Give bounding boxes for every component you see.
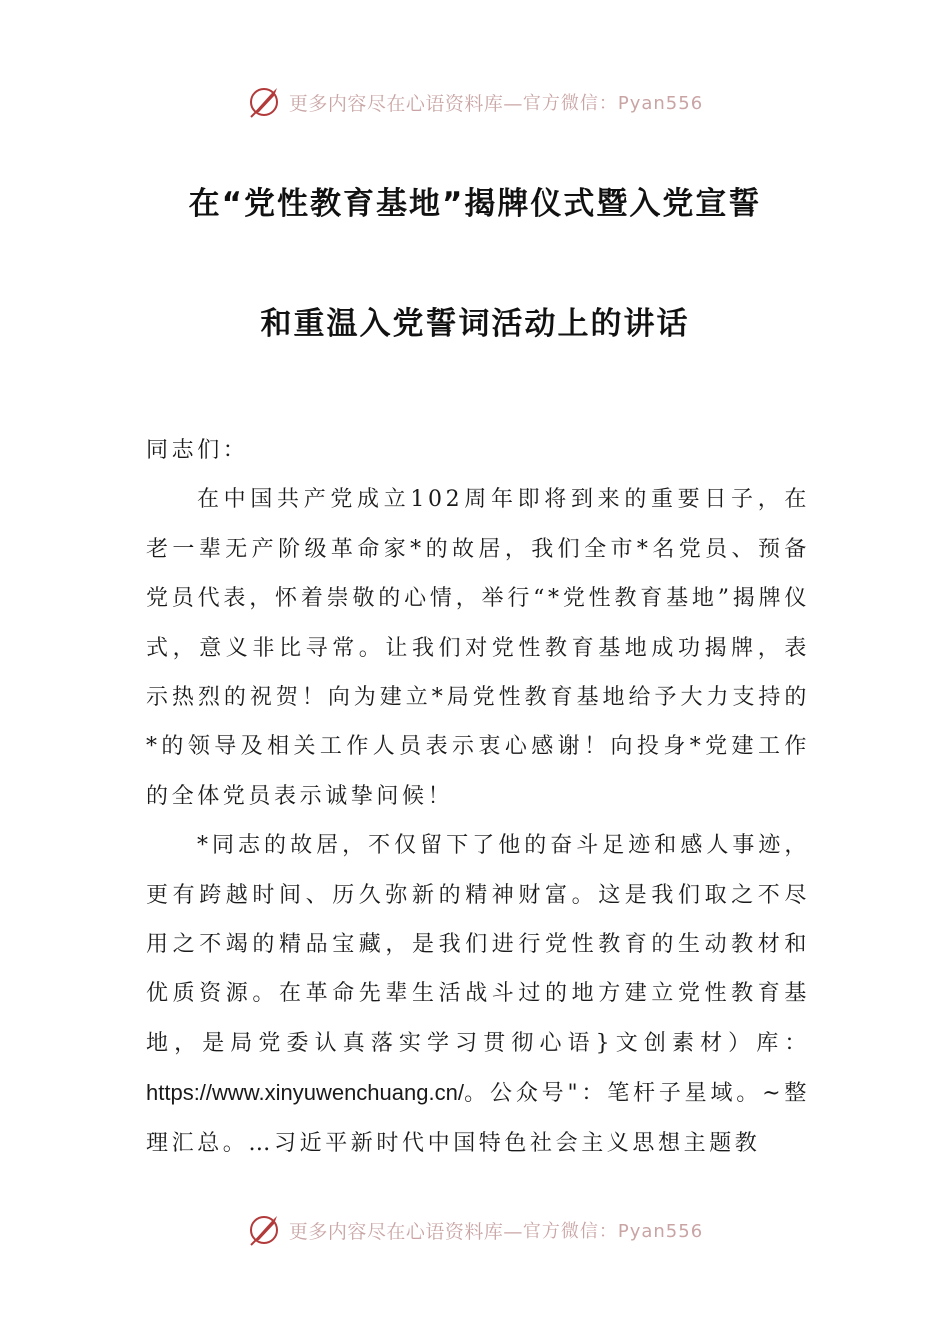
quill-pen-logo-icon <box>247 84 283 120</box>
document-title-line-2: 和重温入党誓词活动上的讲话 <box>260 306 690 342</box>
paragraph-2-text-b: 。公众号"：笔杆子星域。~整理汇总。…习近平新时代中国特色社会主义思想主题教 <box>146 1081 810 1156</box>
banner-wechat: 官方微信：Pyan556 <box>522 1221 704 1242</box>
document-title-line-1: 在“党性教育基地”揭牌仪式暨入党宣誓 <box>188 186 762 222</box>
paragraph-2 <box>146 821 810 1168</box>
banner-wechat: 官方微信：Pyan556 <box>522 93 704 114</box>
header-watermark-banner <box>0 82 950 122</box>
banner-text: 更多内容尽在心语资料库— <box>288 92 523 115</box>
document-body <box>146 426 810 1168</box>
paragraph-1: 在中国共产党成立102周年即将到来的重要日子，在老一辈无产阶级革命家*的故居，我们全市*名党员、预备党员代表，怀着崇敬的心情，举行“*党性教育基地”揭牌仪式，意义非比寻常。让我们对党性教育基地成功揭牌，表示热烈的祝贺！向为建立*局党性教育基地给予大力支持的*的领导及相关工作人员表示衷心感谢！向投身*党建工作的全体党员表示诚挚问候！ <box>146 487 810 809</box>
website-url: https://www.xinyuwenchuang.cn/ <box>146 1080 464 1106</box>
footer-watermark-banner <box>0 1210 950 1250</box>
salutation: 同志们： <box>146 438 249 463</box>
paragraph-2-text-a: *同志的故居，不仅留下了他的奋斗足迹和感人事迹，更有跨越时间、历久弥新的精神财富。这是我们取之不尽用之不竭的精品宝藏，是我们进行党性教育的生动教材和优质资源。在革命先辈生活战斗过的地方建立党性教育基地，是局党委认真落实学习贯彻心语}文创素材）库： <box>146 833 810 1056</box>
banner-text: 更多内容尽在心语资料库— <box>288 1220 523 1243</box>
quill-pen-logo-icon <box>247 1212 283 1248</box>
